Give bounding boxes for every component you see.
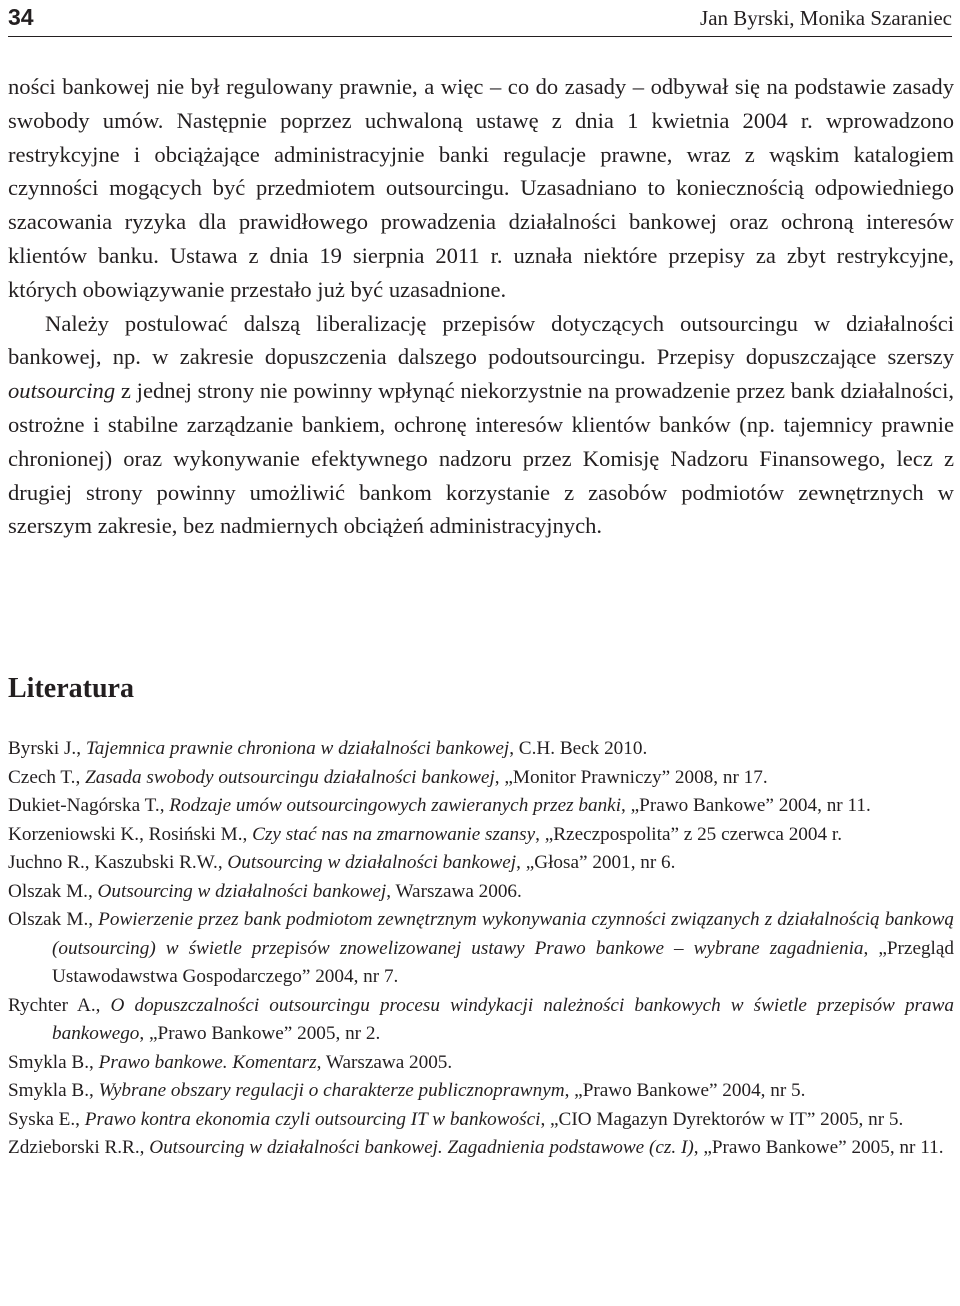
bib-publication: , „Prawo Bankowe” 2004, nr 11.	[621, 795, 871, 816]
bib-title: Outsourcing w działalności bankowej	[227, 852, 517, 873]
bibliography-entry	[8, 735, 954, 764]
bib-title: Zasada swobody outsourcingu działalności bankowej	[85, 766, 495, 788]
bib-publication: , „Głosa” 2001, nr 6.	[516, 852, 676, 873]
bib-publication: , „Przegląd Ustawodawstwa Gospodarczego” 2004, nr 7.	[52, 937, 954, 987]
bib-separator: ,	[76, 738, 86, 759]
paragraph-2-italic-term: outsourcing	[8, 378, 116, 404]
bibliography-entry	[8, 1106, 954, 1135]
bib-author: Korzeniowski K., Rosiński M.	[8, 823, 243, 845]
bib-separator: ,	[242, 823, 253, 845]
bib-separator: ,	[89, 1080, 99, 1101]
bib-title: Wybrane obszary regulacji o charakterze publicznoprawnym	[98, 1080, 565, 1101]
bib-separator: ,	[87, 880, 98, 902]
paragraph-2-part-1: Należy postulować dalszą liberalizację przepisów dotyczących outsourcingu w działalności bankowej, np. w zakresie dopuszczenia dalszego podoutsourcingu. Przepisy dopuszczające szerszy	[8, 310, 954, 370]
bib-separator: ,	[159, 795, 170, 816]
bib-separator: ,	[75, 1108, 85, 1130]
bib-author: Czech T.	[8, 766, 76, 788]
paragraph-2-part-2: z jednej strony nie powinny wpłynąć niekorzystnie na prowadzenie przez bank działalności, ostrożne i stabilne zarządzanie bankiem, ochronę interesów klientów banków (np. tajemnicy prawnie chronionej) oraz wykonywanie efektywnego nadzoru przez Komisję Nadzoru Finansowego, lecz z drugiej strony powinny umożliwić bankom korzystanie z zasobów podmiotów zewnętrznych w szerszym zakresie, bez nadmiernych obciążeń administracyjnych.	[8, 378, 954, 539]
bib-publication: , C.H. Beck 2010.	[509, 738, 648, 759]
bib-publication: , „Monitor Prawniczy” 2008, nr 17.	[494, 766, 768, 788]
bibliography-entry	[8, 906, 954, 992]
bibliography-entry	[8, 764, 954, 793]
bib-author: Byrski J.	[8, 738, 77, 759]
bib-title: Outsourcing w działalności bankowej	[97, 880, 387, 902]
body-text	[8, 70, 954, 543]
bib-author: Juchno R., Kaszubski R.W.	[8, 852, 218, 873]
page-header	[8, 0, 952, 37]
bib-title: Prawo bankowe. Komentarz	[98, 1051, 317, 1073]
bib-title: Prawo kontra ekonomia czyli outsourcing IT w bankowości	[84, 1108, 541, 1130]
bibliography-entry	[8, 1134, 954, 1163]
bibliography-list	[8, 735, 954, 1163]
bib-publication: , „Prawo Bankowe” 2005, nr 11.	[693, 1137, 944, 1158]
literature-heading: Literatura	[8, 673, 134, 704]
bib-title: Rodzaje umów outsourcingowych zawieranych przez banki	[169, 795, 622, 816]
bibliography-entry	[8, 792, 954, 821]
bib-author: Dukiet-Nagórska T.	[8, 795, 160, 816]
bib-publication: , „Rzeczpospolita” z 25 czerwca 2004 r.	[535, 823, 842, 845]
bib-separator: ,	[95, 994, 111, 1016]
bib-title: Tajemnica prawnie chroniona w działalności bankowej	[85, 738, 510, 759]
bib-separator: ,	[88, 909, 99, 930]
bibliography-entry	[8, 849, 954, 878]
bib-author: Zdzieborski R.R.	[8, 1137, 140, 1158]
bibliography-entry	[8, 878, 954, 907]
bib-title: Powierzenie przez bank podmiotom zewnętrznym wykonywania czynności związanych z działalnością bankową (outsourcing) w świetle przepisów znowelizowanej ustawy Prawo bankowe – wybrane zagadnienia	[52, 909, 955, 959]
paragraph-2	[8, 307, 954, 544]
bib-separator: ,	[75, 766, 86, 788]
bib-author: Syska E.	[8, 1108, 76, 1130]
bib-author: Rychter A.	[8, 994, 96, 1016]
bibliography-entry	[8, 992, 954, 1049]
bib-title: Czy stać nas na zmarnowanie szansy	[252, 823, 536, 845]
bib-author: Smykla B.	[8, 1051, 90, 1073]
bib-separator: ,	[89, 1051, 99, 1073]
bib-publication: , „CIO Magazyn Dyrektorów w IT” 2005, nr 5.	[540, 1108, 904, 1130]
paragraph-1: ności bankowej nie był regulowany prawnie, a więc – co do zasady – odbywał się na podstawie zasady swobody umów. Następnie poprzez uchwaloną ustawę z dnia 1 kwietnia 2004 r. wprowadzono restrykcyjne i obciążające administracyjnie banki regulacje prawne, wraz z wąskim katalogiem czynności mogących być przedmiotem outsourcingu. Uzasadniano to koniecznością odpowiedniego szacowania ryzyka dla prawidłowego prowadzenia działalności bankowej oraz ochroną interesów klientów banku. Ustawa z dnia 19 sierpnia 2011 r. uznała niektóre przepisy za zbyt restrykcyjne, których obowiązywanie przestało już być uzasadnione.	[8, 74, 954, 302]
bib-publication: , Warszawa 2005.	[316, 1051, 453, 1073]
bibliography-entry	[8, 1077, 954, 1106]
bib-separator: ,	[139, 1137, 150, 1158]
bibliography-entry	[8, 1049, 954, 1078]
bib-publication: , „Prawo Bankowe” 2005, nr 2.	[139, 1023, 381, 1044]
bib-publication: , Warszawa 2006.	[386, 880, 522, 902]
bib-author: Smykla B.	[8, 1080, 90, 1101]
bib-title: Outsourcing w działalności bankowej. Zagadnienia podstawowe (cz. I)	[149, 1137, 694, 1158]
bibliography-entry	[8, 821, 954, 850]
bib-title: O dopuszczalności outsourcingu procesu windykacji należności bankowych w świetle przepisów prawa bankowego	[52, 994, 954, 1044]
bib-publication: , „Prawo Bankowe” 2004, nr 5.	[564, 1080, 806, 1101]
page-number: 34	[8, 4, 34, 30]
bib-author: Olszak M.	[8, 909, 89, 930]
bib-author: Olszak M.	[8, 880, 88, 902]
bib-separator: ,	[217, 852, 228, 873]
running-head-authors: Jan Byrski, Monika Szaraniec	[700, 6, 952, 30]
